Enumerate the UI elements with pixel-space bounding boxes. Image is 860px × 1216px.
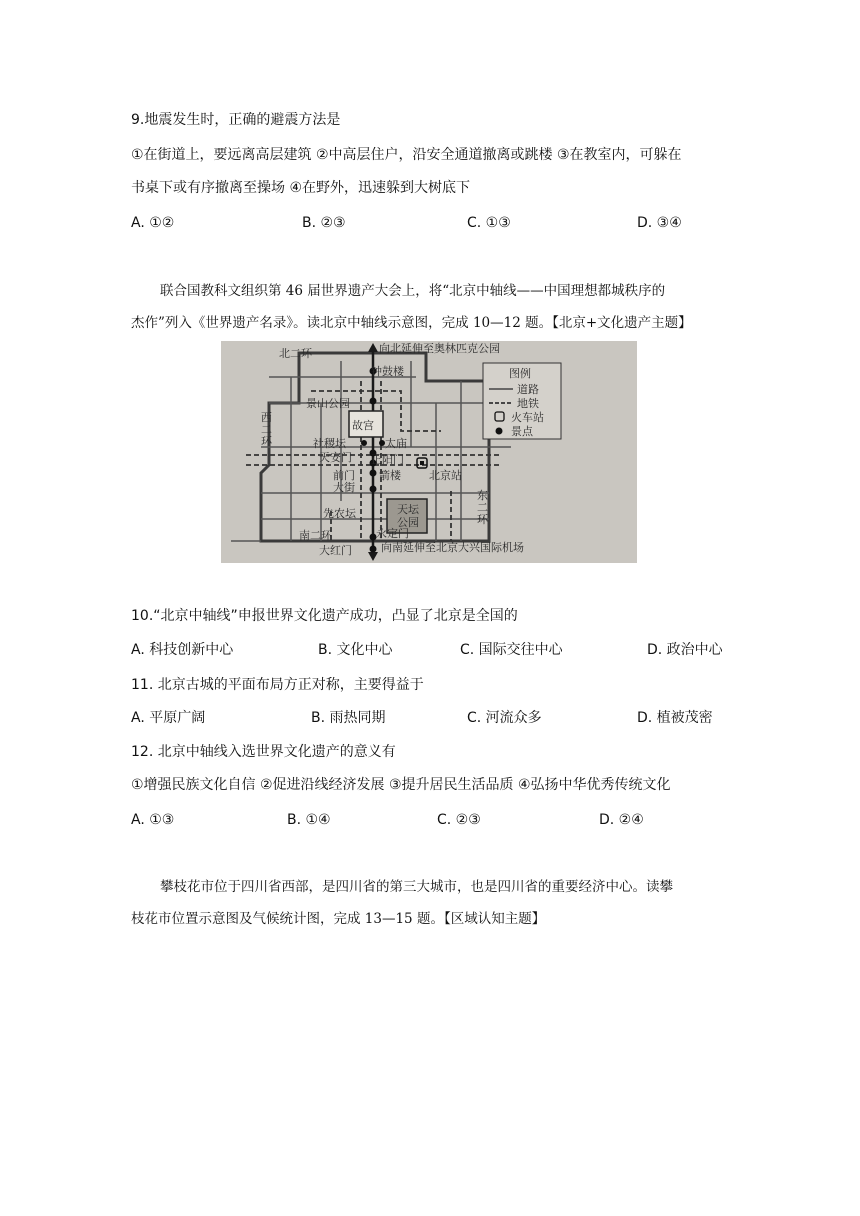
south-extension-label: 向南延伸至北京大兴国际机场 <box>381 541 524 554</box>
q9-statements-line-1: ①在街道上，要远离高层建筑 ②中高层住户，沿安全通道撤离或跳楼 ③在教室内，可躲在 <box>131 147 682 163</box>
q11-option-b: B. 雨热同期 <box>311 710 386 726</box>
q9-statements-line-2: 书桌下或有序撤离至操场 ④在野外，迅速躲到大树底下 <box>131 180 470 196</box>
q12-option-b: B. ①④ <box>287 812 331 828</box>
q9-option-b: B. ②③ <box>302 215 346 231</box>
passage2-line-1: 攀枝花市位于四川省西部，是四川省的第三大城市，也是四川省的重要经济中心。读攀 <box>160 879 673 895</box>
q10-option-a: A. 科技创新中心 <box>131 642 234 658</box>
q11-option-d: D. 植被茂密 <box>637 710 713 726</box>
yongdingmen-label: 永定门 <box>376 527 409 540</box>
bell-drum-tower-label: 钟鼓楼 <box>371 365 404 378</box>
legend-subway-label: 地铁 <box>517 397 539 410</box>
q9-stem: 9.地震发生时，正确的避震方法是 <box>131 112 341 128</box>
q9-option-c: C. ①③ <box>467 215 511 231</box>
gugong-label: 故宫 <box>352 419 374 432</box>
q11-stem: 11. 北京古城的平面布局方正对称，主要得益于 <box>131 677 424 693</box>
q12-stem: 12. 北京中轴线入选世界文化遗产的意义有 <box>131 744 396 760</box>
q12-option-d: D. ②④ <box>599 812 644 828</box>
q12-option-a: A. ①③ <box>131 812 175 828</box>
q11-option-c: C. 河流众多 <box>467 710 542 726</box>
q12-statements-line-1: ①增强民族文化自信 ②促进沿线经济发展 ③提升居民生活品质 ④弘扬中华优秀传统文化 <box>131 777 671 793</box>
east-ring-label-1: 东 <box>477 489 488 502</box>
passage1-line-2: 杰作”列入《世界遗产名录》。读北京中轴线示意图，完成 10—12 题。【北京+文化遗产主题】 <box>131 315 692 331</box>
tiantan-label-1: 天坛 <box>397 503 419 516</box>
legend-scenic-spot-icon <box>496 428 503 435</box>
tiantan-label-2: 公园 <box>397 516 419 529</box>
tiananmen-label: 天安门 <box>319 451 352 464</box>
jianlou-label: 箭楼 <box>379 469 401 482</box>
passage2-line-2: 枝花市位置示意图及气候统计图，完成 13—15 题。【区域认知主题】 <box>131 911 546 927</box>
q9-option-a: A. ①② <box>131 215 175 231</box>
map-legend <box>483 363 561 439</box>
north-extension-label: 向北延伸至奥林匹克公园 <box>379 342 500 355</box>
q12-option-c: C. ②③ <box>437 812 481 828</box>
legend-train-station-label: 火车站 <box>511 411 544 424</box>
qianmen-label-2: 大街 <box>333 481 355 494</box>
beijing-central-axis-map <box>221 341 637 563</box>
q10-stem: 10.“北京中轴线”申报世界文化遗产成功，凸显了北京是全国的 <box>131 608 518 624</box>
q10-option-d: D. 政治中心 <box>647 642 723 658</box>
shejitan-label: 社稷坛 <box>313 437 346 450</box>
qianmen-label-1: 前门 <box>333 469 355 482</box>
south-ring-label: 南二环 <box>299 529 332 542</box>
west-ring-label-3: 环 <box>261 435 272 448</box>
legend-scenic-spot-label: 景点 <box>511 425 533 438</box>
east-ring-label-3: 环 <box>477 513 488 526</box>
jingshan-park-label: 景山公园 <box>306 397 350 410</box>
legend-title: 图例 <box>509 367 531 380</box>
passage1-line-1: 联合国教科文组织第 46 届世界遗产大会上，将“北京中轴线——中国理想都城秩序的 <box>160 283 666 299</box>
beijing-station-label: 北京站 <box>429 469 462 482</box>
north-ring-label: 北二环 <box>279 347 312 360</box>
q9-option-d: D. ③④ <box>637 215 682 231</box>
zhengyangmen-label: 正阳门 <box>371 453 404 466</box>
q10-option-c: C. 国际交往中心 <box>460 642 563 658</box>
dahongmen-label: 大红门 <box>319 544 352 557</box>
xiannongtan-label: 先农坛 <box>323 507 356 520</box>
west-ring-label-2: 二 <box>261 423 272 436</box>
q11-option-a: A. 平原广阔 <box>131 710 206 726</box>
q10-option-b: B. 文化中心 <box>318 642 393 658</box>
taimiao-label: 太庙 <box>385 437 407 450</box>
east-ring-label-2: 二 <box>477 501 488 514</box>
legend-road-label: 道路 <box>517 383 539 396</box>
west-ring-label-1: 西 <box>261 411 272 424</box>
